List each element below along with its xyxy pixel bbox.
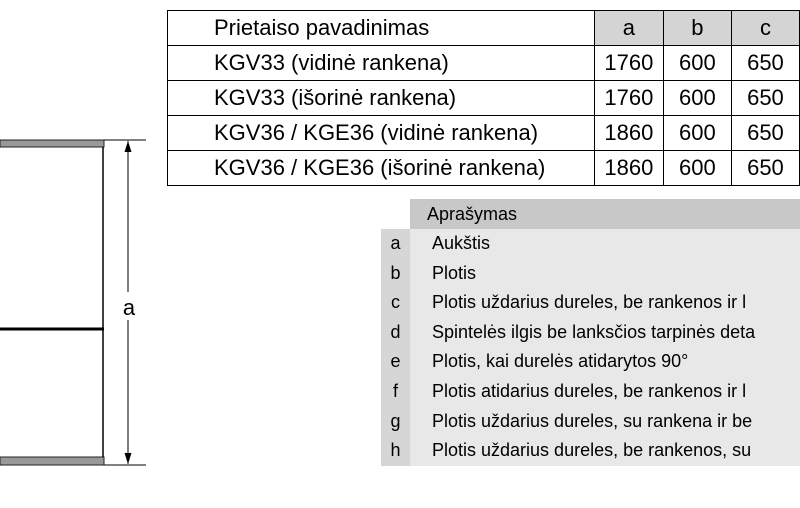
dimension-table-header-row — [168, 11, 800, 46]
device-name-cell: KGV33 (išorinė rankena) — [168, 81, 595, 116]
dim-a-cell: 1760 — [594, 46, 663, 81]
fridge-bottom-cap — [0, 457, 104, 465]
dim-a-cell: 1860 — [594, 151, 663, 186]
legend-letter: b — [381, 259, 410, 289]
legend-row — [381, 318, 800, 348]
legend-letter: c — [381, 288, 410, 318]
legend-description: Aukštis — [410, 229, 800, 259]
legend-row — [381, 347, 800, 377]
dim-a-cell: 1760 — [594, 81, 663, 116]
legend-letter: h — [381, 436, 410, 466]
legend-letter: d — [381, 318, 410, 348]
table-row — [168, 46, 800, 81]
legend-description: Plotis uždarius dureles, be rankenos ir l — [410, 288, 800, 318]
fridge-top-cap — [0, 140, 104, 147]
table-row — [168, 116, 800, 151]
header-b: b — [663, 11, 731, 46]
device-name-cell: KGV33 (vidinė rankena) — [168, 46, 595, 81]
fridge-dimension-drawing — [0, 0, 160, 508]
legend-letter: a — [381, 229, 410, 259]
legend-description: Plotis uždarius dureles, be rankenos, su — [410, 436, 800, 466]
legend-letter: e — [381, 347, 410, 377]
device-name-cell: KGV36 / KGE36 (vidinė rankena) — [168, 116, 595, 151]
dim-a-cell: 1860 — [594, 116, 663, 151]
table-row — [168, 151, 800, 186]
dim-b-cell: 600 — [663, 81, 731, 116]
dim-c-cell: 650 — [731, 81, 799, 116]
legend-row — [381, 407, 800, 437]
legend-letter: f — [381, 377, 410, 407]
legend-description: Plotis — [410, 259, 800, 289]
legend-description: Plotis, kai durelės atidarytos 90° — [410, 347, 800, 377]
legend-description: Plotis atidarius dureles, be rankenos ir l — [410, 377, 800, 407]
header-device-name: Prietaiso pavadinimas — [168, 11, 595, 46]
arrowhead-down-icon — [125, 453, 132, 464]
dim-b-cell: 600 — [663, 46, 731, 81]
dimension-table — [167, 10, 800, 186]
legend-description: Plotis uždarius dureles, su rankena ir be — [410, 407, 800, 437]
dimension-label-a: a — [122, 295, 136, 320]
legend-table — [381, 199, 800, 466]
legend-description: Spintelės ilgis be lanksčios tarpinės deta — [410, 318, 800, 348]
legend-header: Aprašymas — [410, 199, 800, 229]
legend-row — [381, 436, 800, 466]
header-c: c — [731, 11, 799, 46]
legend-row — [381, 259, 800, 289]
dim-b-cell: 600 — [663, 116, 731, 151]
legend-letter: g — [381, 407, 410, 437]
arrowhead-up-icon — [125, 141, 132, 152]
legend-row — [381, 229, 800, 259]
legend-row — [381, 377, 800, 407]
table-row — [168, 81, 800, 116]
header-a: a — [594, 11, 663, 46]
dim-c-cell: 650 — [731, 151, 799, 186]
dim-b-cell: 600 — [663, 151, 731, 186]
dim-c-cell: 650 — [731, 116, 799, 151]
dim-c-cell: 650 — [731, 46, 799, 81]
device-name-cell: KGV36 / KGE36 (išorinė rankena) — [168, 151, 595, 186]
legend-row — [381, 288, 800, 318]
